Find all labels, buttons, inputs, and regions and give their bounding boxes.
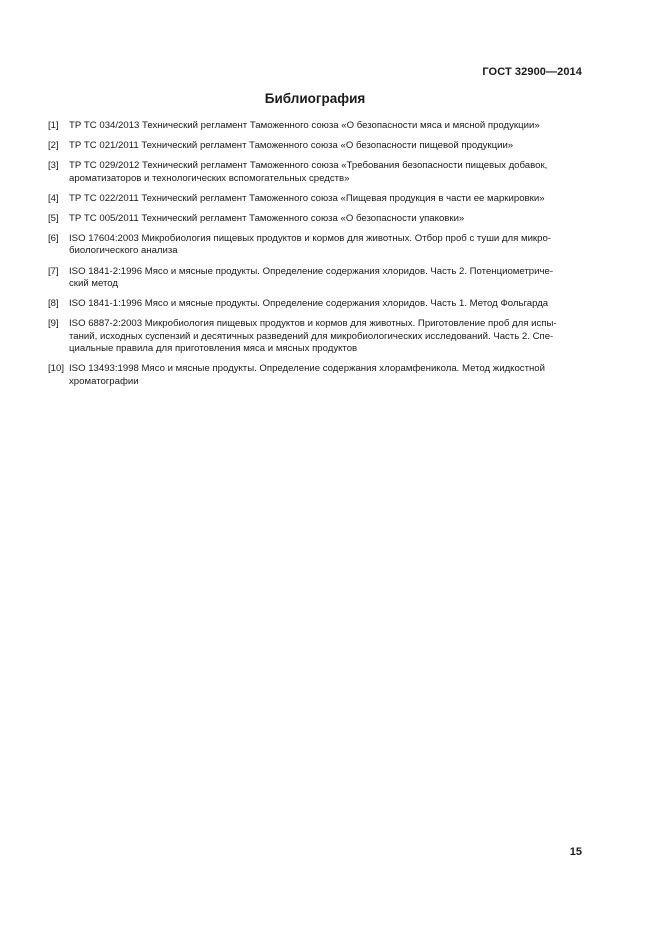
entry-line: циальные правила для приготовления мяса и мясных продуктов: [69, 343, 358, 355]
entry-line: ТР ТС 029/2012 Технический регламент Таможенного союза «Требования безопасности пищевых добавок,: [69, 160, 548, 172]
entry-number: [3]: [48, 160, 59, 172]
entry-text: [69, 193, 583, 206]
entry-number: [7]: [48, 265, 59, 277]
entry-number: [8]: [48, 298, 59, 310]
entry-text: [69, 120, 583, 133]
entry-line: биологического анализа: [69, 245, 178, 257]
page-title: Библиография: [264, 91, 366, 106]
entry-line: ISO 13493:1998 Мясо и мясные продукты. Определение содержания хлорамфеникола. Метод жидкостной: [69, 363, 545, 375]
entry-line: хроматографии: [69, 375, 139, 387]
page-number: 15: [569, 846, 582, 858]
bibliography-entry: [48, 318, 583, 356]
bibliography-entry: [48, 266, 583, 291]
bibliography-entry: [48, 193, 583, 206]
bibliography-entry: [48, 363, 583, 388]
entry-text: [69, 298, 583, 311]
document-code: ГОСТ 32900—2014: [482, 66, 582, 78]
entry-number: [6]: [48, 232, 59, 244]
bibliography-entry: [48, 140, 583, 153]
entry-text: [69, 318, 583, 356]
bibliography-entry: [48, 160, 583, 185]
entry-line: ISO 17604:2003 Микробиология пищевых продуктов и кормов для животных. Отбор проб с туши для микро-: [69, 232, 551, 244]
entry-line: ISO 1841-1:1996 Мясо и мясные продукты. Определение содержания хлоридов. Часть 1. Метод Фольгарда: [69, 298, 549, 310]
bibliography-entry: [48, 120, 583, 133]
entry-line: ский метод: [69, 278, 118, 290]
entry-text: [69, 140, 583, 153]
entry-number: [10]: [48, 363, 65, 375]
bibliography-list: [48, 120, 583, 396]
entry-text: [69, 233, 583, 258]
entry-line: ароматизаторов и технологических вспомогательных средств»: [69, 172, 350, 184]
bibliography-entry: [48, 213, 583, 226]
entry-line: таний, исходных суспензий и десятичных разведений для микробиологических исследований. Часть 2. Спе-: [69, 330, 554, 342]
entry-text: [69, 213, 583, 226]
bibliography-entry: [48, 233, 583, 258]
entry-line: ТР ТС 022/2011 Технический регламент Таможенного союза «Пищевая продукция в части ее маркировки»: [69, 192, 545, 204]
entry-text: [69, 160, 583, 185]
entry-number: [4]: [48, 192, 59, 204]
entry-number: [5]: [48, 212, 59, 224]
entry-text: [69, 266, 583, 291]
entry-number: [9]: [48, 318, 59, 330]
entry-line: ТР ТС 021/2011 Технический регламент Таможенного союза «О безопасности пищевой продукции»: [69, 140, 514, 152]
entry-text: [69, 363, 583, 388]
entry-line: ISO 6887-2:2003 Микробиология пищевых продуктов и кормов для животных. Приготовление проб для испы-: [69, 318, 557, 330]
entry-number: [2]: [48, 140, 59, 152]
entry-line: ISO 1841-2:1996 Мясо и мясные продукты. Определение содержания хлоридов. Часть 2. Потенциометриче-: [69, 265, 554, 277]
entry-number: [1]: [48, 120, 59, 131]
bibliography-entry: [48, 298, 583, 311]
entry-line: ТР ТС 005/2011 Технический регламент Таможенного союза «О безопасности упаковки»: [69, 212, 465, 224]
entry-line: ТР ТС 034/2013 Технический регламент Таможенного союза «О безопасности мяса и мясной продукции»: [69, 120, 540, 131]
